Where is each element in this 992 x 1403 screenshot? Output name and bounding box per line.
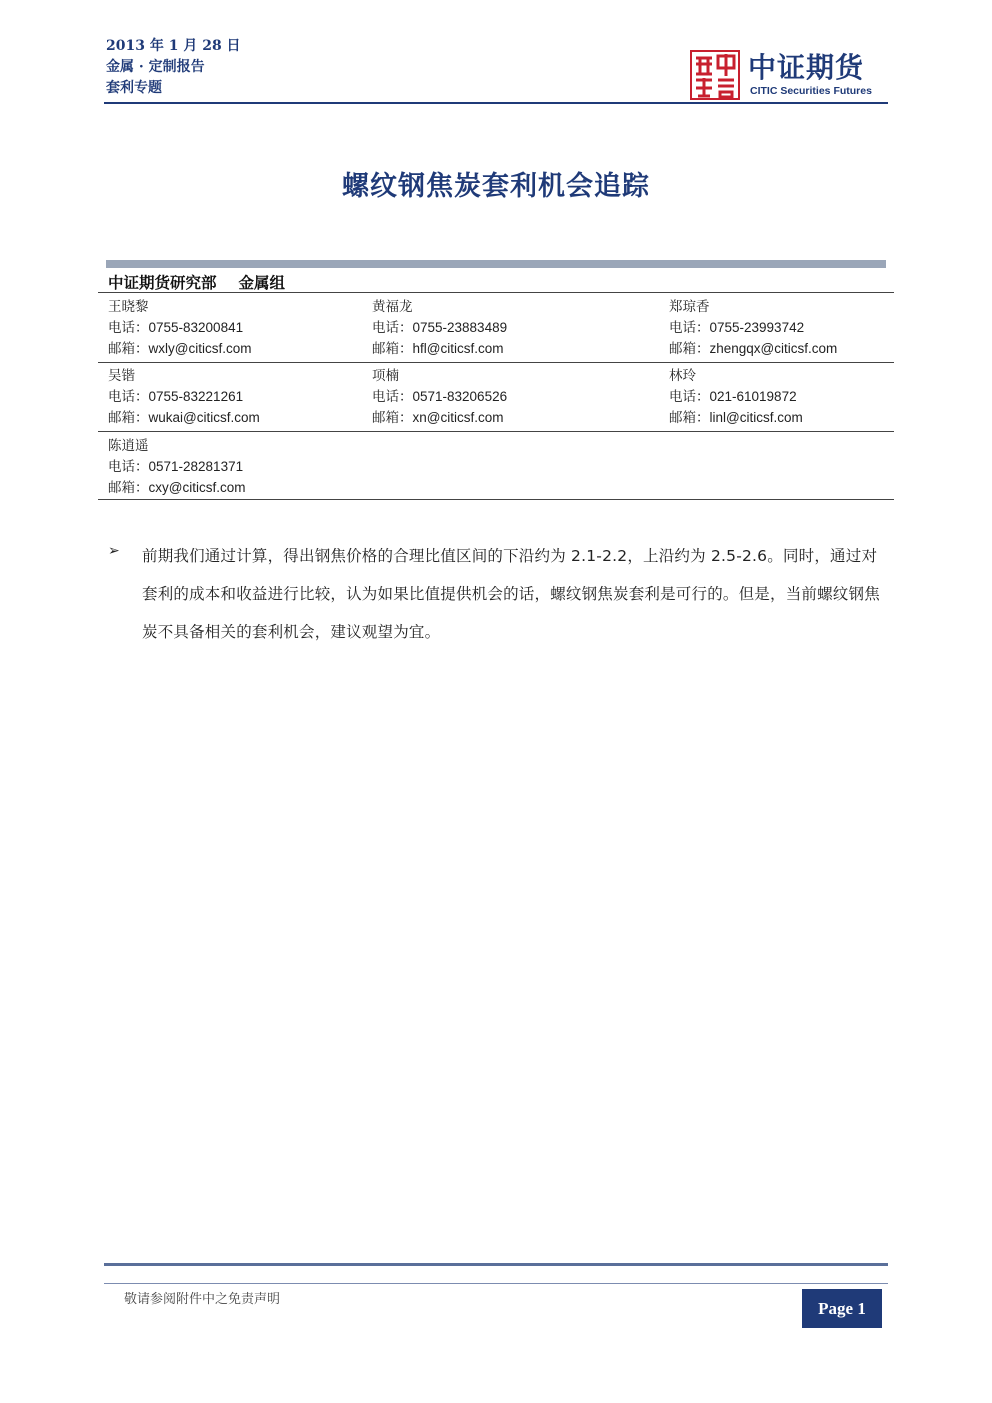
brand-name-cn: 中证期货: [748, 51, 865, 84]
contact-name: 林玲: [669, 368, 696, 383]
contact-email[interactable]: 邮箱：linl@citicsf.com: [669, 410, 803, 425]
contact-name: 项楠: [372, 368, 399, 383]
contact-email[interactable]: 邮箱：xn@citicsf.com: [372, 410, 504, 425]
department-heading: [108, 271, 285, 293]
contact-phone: 电话：0571-28281371: [108, 459, 244, 474]
contacts-top-rule: [98, 292, 894, 293]
contact-name: 陈逍遥: [108, 438, 149, 453]
arrow-bullet-icon: ➢: [108, 543, 120, 559]
contacts-row-rule: [98, 362, 894, 363]
contact-phone: 电话：0755-23993742: [669, 320, 805, 335]
contact-email[interactable]: 邮箱：wukai@citicsf.com: [108, 410, 260, 425]
contact-phone: 电话：0755-23883489: [372, 320, 508, 335]
report-header: [106, 36, 241, 99]
report-topic: 套利专题: [106, 80, 162, 96]
contact-card: [669, 296, 837, 359]
contact-card: [669, 365, 803, 428]
page-number-badge: Page 1: [802, 1289, 882, 1328]
contact-phone: 电话：0755-83200841: [108, 320, 244, 335]
department-group: 金属组: [238, 274, 286, 292]
contact-email[interactable]: 邮箱：cxy@citicsf.com: [108, 480, 246, 495]
contacts-row-rule: [98, 431, 894, 432]
body-paragraph: 前期我们通过计算，得出钢焦价格的合理比值区间的下沿约为 2.1-2.2，上沿约为 2.5-2.6。同时，通过对套利的成本和收益进行比较，认为如果比值提供机会的话，螺纹钢焦炭套利是可行的。但是，当前螺纹钢焦炭不具备相关的套利机会，建议观望为宜。: [142, 547, 880, 641]
footer-rule-thin: [104, 1283, 888, 1284]
report-date: 2013 年 1 月 28 日: [106, 38, 241, 54]
contact-card: [108, 296, 251, 359]
department-name: 中证期货研究部: [108, 274, 217, 292]
contact-name: 黄福龙: [372, 299, 413, 314]
citic-logo-icon: [690, 50, 740, 100]
contact-email[interactable]: 邮箱：zhengqx@citicsf.com: [669, 341, 838, 356]
brand-name-en: CITIC Securities Futures: [750, 85, 872, 97]
contact-email[interactable]: 邮箱：wxly@citicsf.com: [108, 341, 252, 356]
contact-name: 王晓黎: [108, 299, 149, 314]
contact-card: [372, 296, 507, 359]
report-title: 螺纹钢焦炭套利机会追踪: [342, 171, 650, 202]
contact-email[interactable]: 邮箱：hfl@citicsf.com: [372, 341, 504, 356]
contact-name: 吴锴: [108, 368, 135, 383]
contact-phone: 电话：021-61019872: [669, 389, 797, 404]
contact-card: [108, 435, 245, 498]
contact-card: [372, 365, 507, 428]
header-divider: [104, 102, 888, 104]
section-bar: [106, 260, 886, 268]
footer-rule: [104, 1263, 888, 1266]
brand-logo: [690, 50, 890, 100]
contacts-bottom-rule: [98, 499, 894, 500]
contact-phone: 电话：0755-83221261: [108, 389, 244, 404]
contact-card: [108, 365, 260, 428]
footer-disclaimer[interactable]: 敬请参阅附件中之免责声明: [124, 1292, 281, 1307]
report-category: 金属 · 定制报告: [106, 59, 205, 75]
contact-phone: 电话：0571-83206526: [372, 389, 508, 404]
contact-name: 郑琼香: [669, 299, 710, 314]
